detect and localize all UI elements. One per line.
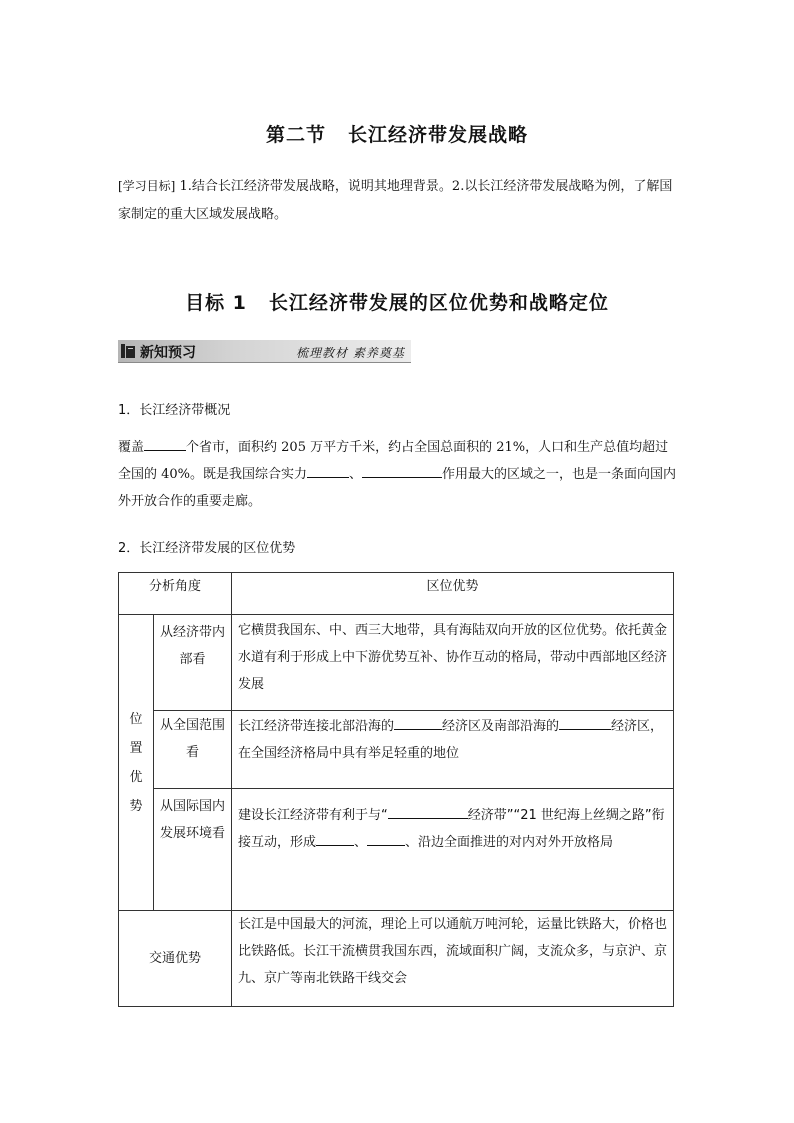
banner-subtitle: 梳理教材 素养奠基: [296, 346, 405, 360]
header-cell-advantage: 区位优势: [232, 573, 674, 615]
table-header-row: [119, 573, 674, 615]
blank-field: [307, 464, 349, 478]
overview-text-4: 作用最大的区域之一，也是一条面向国内外开放合作的重要走廊。: [118, 467, 677, 509]
national-text-3: 经济区，在全国经济格局中具有举足轻重的地位: [238, 719, 664, 761]
blank-field: [316, 832, 354, 846]
learning-objectives: [118, 172, 678, 229]
intl-text-4: 、沿边全面推进的对内对外开放格局: [405, 835, 614, 850]
heading-overview: 1．长江经济带概况: [118, 403, 231, 418]
objectives-text: 1.结合长江经济带发展战略，说明其地理背景。2.以长江经济带发展战略为例，了解国家制定的重大区域发展战略。: [118, 179, 673, 222]
preview-banner: [118, 340, 411, 364]
blank-field: [144, 437, 186, 451]
section-name: 长江经济带发展战略: [348, 124, 529, 146]
header-cell-angle: 分析角度: [119, 573, 232, 615]
blank-field: [362, 464, 442, 478]
overview-paragraph: [118, 434, 678, 515]
overview-text-1: 覆盖: [118, 440, 145, 455]
table-row: [119, 789, 674, 911]
group-label: 位置优势: [129, 711, 143, 814]
objectives-tag: [学习目标]: [118, 179, 176, 193]
book-icon: [121, 344, 135, 358]
group-cell-position: [119, 615, 154, 911]
blank-field: [367, 832, 405, 846]
blank-field: [394, 716, 442, 730]
row-text-international: [232, 789, 674, 911]
row-label-national: 从全国范围看: [154, 711, 232, 789]
table-row: [119, 711, 674, 789]
intl-text-3: 、: [354, 835, 368, 850]
row-label-transport: 交通优势: [119, 911, 232, 1007]
goal-label: 目标 1: [185, 292, 247, 314]
national-text-1: 长江经济带连接北部沿海的: [238, 719, 395, 734]
row-text-transport: 长江是中国最大的河流，理论上可以通航万吨河轮，运量比铁路大，价格也比铁路低。长江干流横贯我国东西，流域面积广阔，支流众多，与京沪、京九、京广等南北铁路干线交会: [232, 911, 674, 1007]
heading-advantages: 2．长江经济带发展的区位优势: [118, 541, 296, 556]
goal-heading: [0, 288, 794, 315]
row-text-internal: 它横贯我国东、中、西三大地带，具有海陆双向开放的区位优势。依托黄金水道有利于形成上中下游优势互补、协作互动的格局，带动中西部地区经济发展: [232, 615, 674, 711]
row-label-internal: 从经济带内部看: [154, 615, 232, 711]
national-text-2: 经济区及南部沿海的: [442, 719, 560, 734]
row-label-international: 从国际国内发展环境看: [154, 789, 232, 911]
overview-text-2: 个省市，面积约 205 万平方千米，约占全国总面积的 21%，人口和生产总值均超过全国的 40%。既是我国综合实力: [118, 440, 669, 482]
table-row: [119, 615, 674, 711]
intl-text-1: 建设长江经济带有利于与“: [238, 808, 388, 823]
goal-name: 长江经济带发展的区位优势和战略定位: [268, 292, 609, 314]
advantages-table: [118, 572, 674, 1007]
table-row: [119, 911, 674, 1007]
overview-text-3: 、: [349, 467, 363, 482]
banner-title: 新知预习: [140, 345, 196, 361]
blank-field: [388, 805, 468, 819]
section-title: [0, 120, 794, 147]
blank-field: [559, 716, 611, 730]
section-number: 第二节: [265, 124, 326, 146]
intl-text-2: 经济带”“21 世纪海上丝绸之路”衔接互动，形成: [238, 808, 665, 850]
row-text-national: [232, 711, 674, 789]
banner-underline: [118, 362, 411, 363]
